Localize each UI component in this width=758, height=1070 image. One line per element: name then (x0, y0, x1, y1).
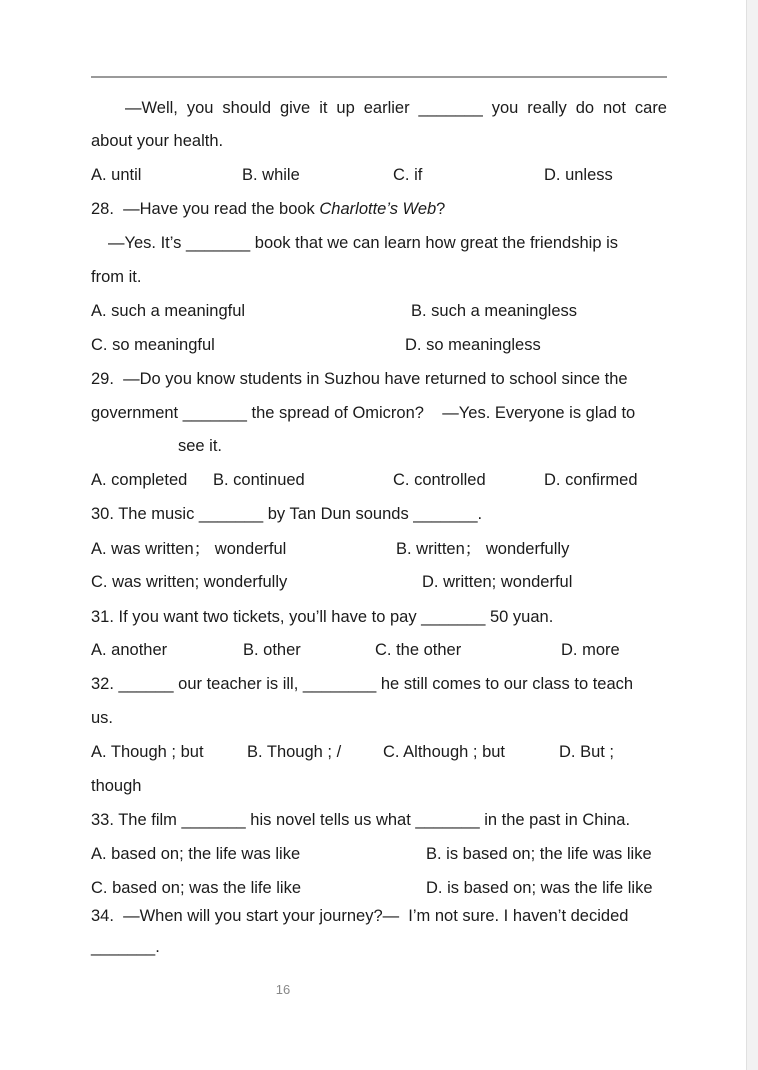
option-a: A. completed (91, 471, 188, 489)
question-28-line-2: —Yes. It’s _______ book that we can learn how great the friendship is (108, 234, 618, 252)
option-b: B. is based on; the life was like (426, 845, 652, 863)
question-31-line-1: 31. If you want two tickets, you’ll have to pay _______ 50 yuan. (91, 608, 554, 626)
word: care (634, 99, 667, 117)
option-a: A. Though ; but (91, 743, 204, 761)
option-b: B. such a meaningless (411, 302, 578, 320)
book-title: Charlotte’s Web (319, 200, 437, 218)
option-a: A. another (91, 641, 168, 659)
prev-question-line-2: about your health. (91, 132, 224, 150)
word: —Well, (125, 99, 178, 117)
option-a: A. until (91, 166, 142, 184)
question-30-line-1: 30. The music _______ by Tan Dun sounds _______. (91, 505, 483, 523)
option-b: B. while (242, 166, 300, 184)
question-28-line-1: 28. —Have you read the book Charlotte’s Web? (91, 200, 446, 218)
question-29-line-2: government _______ the spread of Omicron? —Yes. Everyone is glad to (91, 404, 636, 422)
option-d: D. But ; (559, 743, 615, 761)
option-a: A. based on; the life was like (91, 845, 301, 863)
word: _______ (418, 99, 483, 117)
option-d: D. written; wonderful (422, 573, 573, 591)
word: it (319, 99, 328, 117)
word: you (186, 99, 214, 117)
option-d: D. more (561, 641, 620, 659)
option-c: C. based on; was the life like (91, 879, 302, 897)
question-32-line-3: though (91, 777, 142, 795)
word: really (527, 99, 567, 117)
option-d: D. is based on; was the life like (426, 879, 653, 897)
option-d: D. confirmed (544, 471, 638, 489)
question-34-line-2: _______. (91, 938, 160, 956)
option-c: C. controlled (393, 471, 486, 489)
option-b: B. continued (213, 471, 305, 489)
question-29-line-1: 29. —Do you know students in Suzhou have returned to school since the (91, 370, 628, 388)
option-c: C. the other (375, 641, 462, 659)
option-a: A. such a meaningful (91, 302, 246, 320)
question-33-line-1: 33. The film _______ his novel tells us what _______ in the past in China. (91, 811, 631, 829)
question-28-line-3: from it. (91, 268, 142, 286)
word: give (279, 99, 311, 117)
word: up (336, 99, 355, 117)
option-a: A. was written； wonderful (91, 540, 287, 558)
question-29-line-3: see it. (178, 437, 223, 455)
option-b: B. written； wonderfully (396, 540, 570, 558)
word: should (222, 99, 272, 117)
option-c: C. if (393, 166, 423, 184)
option-c: C. was written; wonderfully (91, 573, 288, 591)
word: do (575, 99, 595, 117)
question-34-line-1: 34. —When will you start your journey?— I’m not sure. I haven’t decided (91, 907, 629, 925)
option-b: B. Though ; / (247, 743, 342, 761)
question-32-line-2: us. (91, 709, 114, 727)
word: not (603, 99, 626, 117)
word: you (491, 99, 519, 117)
header-rule (91, 76, 667, 78)
word: earlier (363, 99, 410, 117)
option-c: C. Although ; but (383, 743, 506, 761)
question-32-line-1: 32. ______ our teacher is ill, ________ he still comes to our class to teach (91, 675, 634, 693)
option-b: B. other (243, 641, 301, 659)
option-c: C. so meaningful (91, 336, 215, 354)
prev-question-line-1 (91, 98, 667, 118)
option-d: D. unless (544, 166, 613, 184)
option-d: D. so meaningless (405, 336, 541, 354)
page-number: 16 (275, 982, 291, 997)
